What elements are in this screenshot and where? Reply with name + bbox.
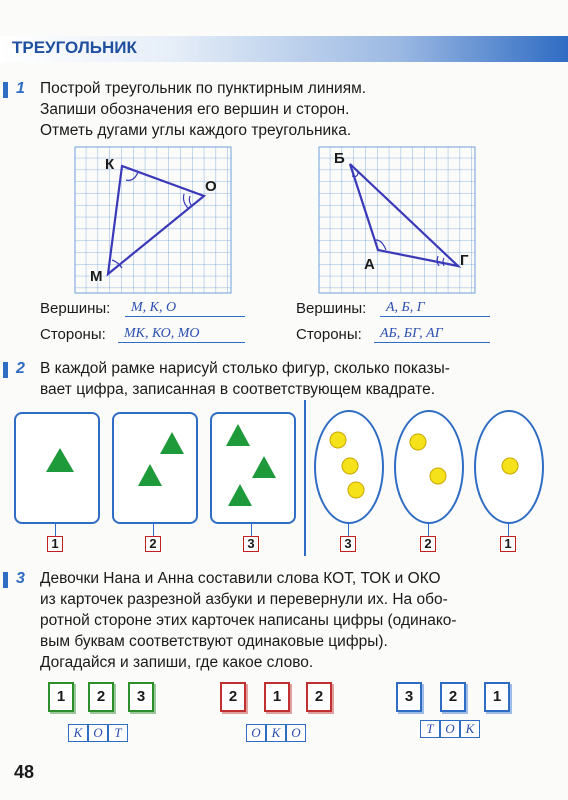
task-2-number: 2 bbox=[16, 360, 25, 377]
sides-answer-line bbox=[374, 324, 490, 343]
vertex-b-label: Б bbox=[334, 150, 345, 167]
digit-card: 2 bbox=[306, 682, 332, 712]
digit-card: 2 bbox=[88, 682, 114, 712]
yellow-circle bbox=[502, 458, 518, 474]
count-box: 3 bbox=[340, 536, 356, 552]
yellow-circle bbox=[342, 458, 358, 474]
triangle-group bbox=[212, 414, 294, 522]
digit-card: 1 bbox=[264, 682, 290, 712]
task-3-text bbox=[40, 568, 560, 673]
count-box: 2 bbox=[145, 536, 161, 552]
letter-cell[interactable]: О bbox=[286, 724, 306, 742]
count-box: 2 bbox=[420, 536, 436, 552]
sides-answer-line bbox=[118, 324, 245, 343]
yellow-circle bbox=[348, 482, 364, 498]
shape-frame[interactable] bbox=[210, 412, 296, 524]
page-number: 48 bbox=[14, 762, 35, 782]
divider bbox=[304, 400, 306, 556]
digit-card: 3 bbox=[128, 682, 154, 712]
task-2-text bbox=[40, 358, 560, 400]
sides-label: Стороны: bbox=[296, 326, 362, 343]
letter-cell[interactable]: О bbox=[246, 724, 266, 742]
green-triangle bbox=[252, 456, 276, 478]
triangle-abg-grid bbox=[318, 146, 478, 296]
sides-label: Стороны: bbox=[40, 326, 106, 343]
vertex-g-label: Г bbox=[460, 252, 469, 269]
digit-card: 1 bbox=[48, 682, 74, 712]
vertices-label: Вершины: bbox=[40, 300, 111, 317]
vertex-k-label: К bbox=[105, 156, 115, 173]
letter-cell[interactable]: К bbox=[266, 724, 286, 742]
count-box: 1 bbox=[500, 536, 516, 552]
task-3-line: вым буквам соответствуют одинаковые цифры). bbox=[40, 633, 388, 650]
digit-card: 3 bbox=[396, 682, 422, 712]
circle-group bbox=[316, 412, 382, 522]
shape-oval[interactable] bbox=[394, 410, 464, 524]
letter-cell[interactable]: Т bbox=[108, 724, 128, 742]
letter-cell[interactable]: К bbox=[460, 720, 480, 738]
triangle-group bbox=[114, 414, 196, 522]
shape-oval[interactable] bbox=[314, 410, 384, 524]
letter-cell[interactable]: О bbox=[88, 724, 108, 742]
task-1-text bbox=[40, 78, 560, 141]
task-1-number: 1 bbox=[16, 80, 25, 97]
sides-answer: АБ, БГ, АГ bbox=[380, 326, 443, 341]
task-marker bbox=[3, 82, 8, 98]
page-title: ТРЕУГОЛЬНИК bbox=[12, 38, 137, 57]
shape-oval[interactable] bbox=[474, 410, 544, 524]
green-triangle bbox=[228, 484, 252, 506]
sides-answer: МК, КО, МО bbox=[124, 326, 200, 341]
vertices-answer-line bbox=[125, 298, 245, 317]
vertices-answer: А, Б, Г bbox=[386, 300, 425, 315]
task-1-line: Построй треугольник по пунктирным линиям. bbox=[40, 80, 367, 97]
task-3-line: Догадайся и запиши, где какое слово. bbox=[40, 654, 314, 671]
vertices-answer-line bbox=[380, 298, 490, 317]
shape-frame[interactable] bbox=[14, 412, 100, 524]
task-marker bbox=[3, 572, 8, 588]
task-marker bbox=[3, 362, 8, 378]
yellow-circle bbox=[410, 434, 426, 450]
circle-group bbox=[396, 412, 462, 522]
digit-card: 2 bbox=[440, 682, 466, 712]
vertex-m-label: М bbox=[90, 268, 103, 285]
vertices-label: Вершины: bbox=[296, 300, 367, 317]
task-2-line: вает цифра, записанная в соответствующем квадрате. bbox=[40, 381, 436, 398]
yellow-circle bbox=[330, 432, 346, 448]
task-1-line: Запиши обозначения его вершин и сторон. bbox=[40, 101, 350, 118]
green-triangle bbox=[46, 448, 74, 472]
task-3-number: 3 bbox=[16, 570, 25, 587]
yellow-circle bbox=[430, 468, 446, 484]
green-triangle bbox=[138, 464, 162, 486]
digit-card: 1 bbox=[484, 682, 510, 712]
shape-frame[interactable] bbox=[112, 412, 198, 524]
task-2-line: В каждой рамке нарисуй столько фигур, сколько показы- bbox=[40, 360, 450, 377]
green-triangle bbox=[226, 424, 250, 446]
count-box: 1 bbox=[47, 536, 63, 552]
letter-cell[interactable]: О bbox=[440, 720, 460, 738]
task-3-line: ротной стороне этих карточек написаны цифры (одинако- bbox=[40, 612, 457, 629]
count-box: 3 bbox=[243, 536, 259, 552]
digit-card: 2 bbox=[220, 682, 246, 712]
circle-group bbox=[476, 412, 542, 522]
task-3-line: Девочки Нана и Анна составили слова КОТ, ТОК и ОКО bbox=[40, 570, 441, 587]
letter-cell[interactable]: Т bbox=[420, 720, 440, 738]
triangle-group bbox=[16, 414, 98, 522]
letter-cell[interactable]: К bbox=[68, 724, 88, 742]
vertices-answer: М, К, О bbox=[131, 300, 177, 315]
task-1-line: Отметь дугами углы каждого треугольника. bbox=[40, 122, 352, 139]
task-3-line: из карточек разрезной азбуки и перевернули их. На обо- bbox=[40, 591, 448, 608]
vertex-a-label: А bbox=[364, 256, 375, 273]
vertex-o-label: О bbox=[205, 178, 217, 195]
green-triangle bbox=[160, 432, 184, 454]
